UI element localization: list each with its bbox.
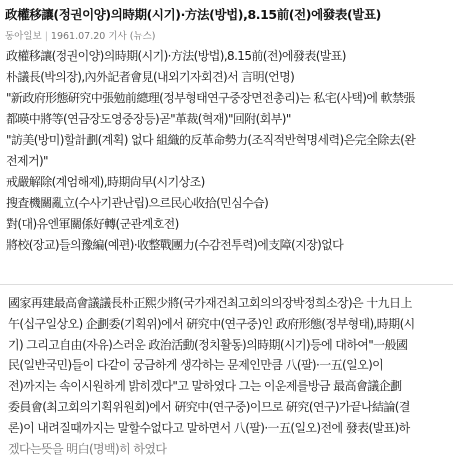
- summary-line: "訪美(방미)할計劃(계획) 없다 組織的反革命勢力(조직적반혁명세력)은完全除去(완: [6, 133, 416, 147]
- article-line: 民(일반국민)들이 다같이 궁금하게 생각하는 문제인만큼 八(팔)·一五(일오)이: [8, 358, 384, 373]
- summary-line: "新政府形態硏究中張勉前總理(정부형태연구중장면전총리)는 私宅(사택)에 軟禁張: [6, 91, 415, 105]
- summary-line: 政權移讓(정권이양)의時期(시기)·方法(방법),8.15前(전)에發表(발표): [6, 49, 346, 63]
- article-category: 기사 (뉴스): [108, 31, 156, 42]
- summary-line: 전제거)": [6, 154, 48, 168]
- article-line: 午(십구일상오) 企劃委(기획위)에서 硏究中(연구중)인 政府形態(정부형태),時期(시: [8, 316, 415, 331]
- article-line: 國家再建最高會議議長朴正熙少將(국가재건최고회의의장박정희소장)은 十九日上: [8, 296, 412, 310]
- article-line: 기) 그리고自由(자유)스러운 政治活動(정치활동)의時期(시기)등에 대하여"一般國: [8, 337, 408, 352]
- article-title: 政權移讓(정권이양)의時期(시기)·方法(방법),8.15前(전)에發表(발표): [5, 7, 381, 22]
- publish-date: 1961.07.20: [50, 31, 106, 42]
- summary-line: 搜査機關亂立(수사기관난립)으르民心收拾(민심수습): [6, 196, 269, 210]
- section-divider: [0, 284, 453, 285]
- article-line: 委員會(최고회의기획위원회)에서 硏究中(연구중)이므로 硏究(연구)가끝나結論(결: [8, 399, 410, 414]
- summary-line: 朴議長(박의장),內外記者會見(내외기자회견)서 言明(언명): [6, 70, 295, 84]
- headline-summary: [6, 46, 448, 256]
- source-name[interactable]: 동아일보: [5, 31, 42, 42]
- article-line: 론)이 내려질때까지는 말할수없다고 말하면서 八(팔)·一五(일오)전에 發表(발표)하: [8, 420, 410, 435]
- meta-separator: |: [44, 31, 48, 42]
- summary-line: 將校(장교)들의豫編(예편)·收整戰團力(수감전투력)에支障(지장)없다: [6, 238, 344, 252]
- article-line: 겠다는뜻을 明白(명백)히 하였다: [8, 441, 167, 456]
- article-body: [8, 293, 448, 459]
- summary-line: 對(대)유엔軍關係好轉(군관계호전): [6, 217, 179, 231]
- summary-line: 戒嚴解除(계엄해제),時期尙早(시기상조): [6, 175, 205, 189]
- article-line: 전)까지는 속이시원하게 밝히겠다"고 말하였다 그는 이운제를방금 最高會議企劃: [8, 379, 402, 394]
- article-meta: [5, 28, 156, 42]
- summary-line: 都暎中將等(연금장도영중장등)곧"革裁(혁재)"回附(회부)": [6, 112, 291, 126]
